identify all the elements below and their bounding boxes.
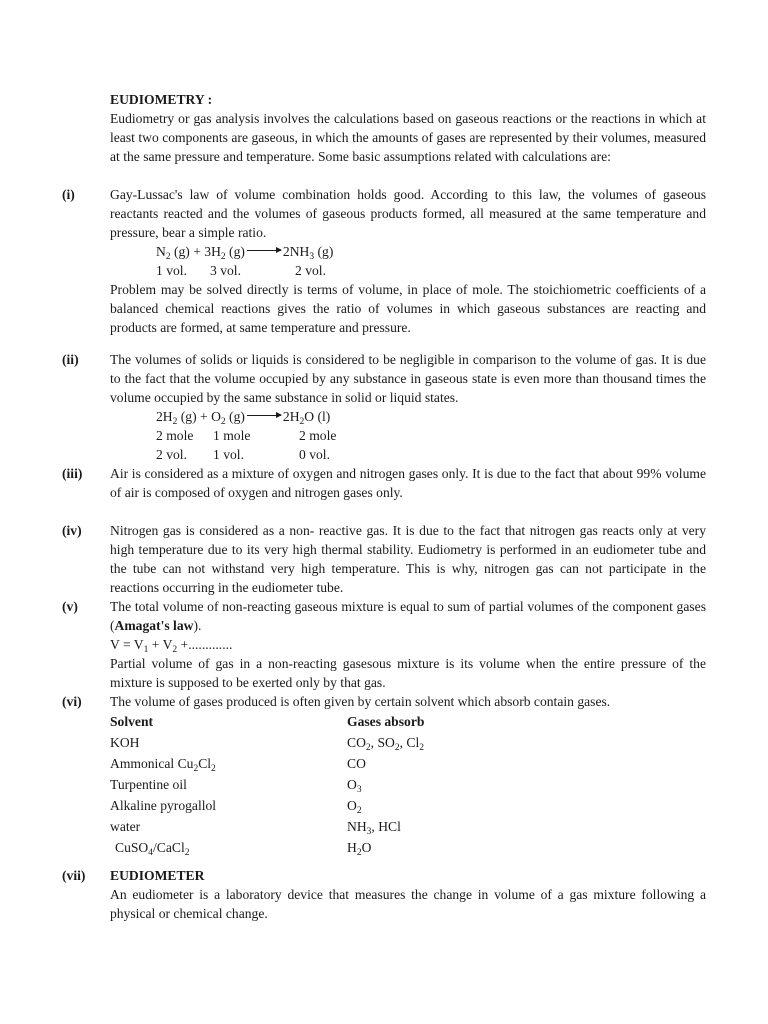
item-body — [110, 185, 706, 337]
mole-ratio-row: 2 mole 1 mole 2 mole — [156, 428, 337, 443]
item-number: (v) — [62, 599, 78, 614]
item-text: An eudiometer is a laboratory device that measures the change in volume of a gas mixture following a physical or chemical change. — [110, 887, 706, 921]
item-text: Nitrogen gas is considered as a non- reactive gas. It is due to the fact that nitrogen gas reacts only at very high temperature due to its very high thermal stability. Eudiometry is performed in an eudiometer tube and the tube can not withstand very high temperature. This is why, nitrogen gas can not participate in the reactions occurring in the eudiometer tube. — [110, 523, 706, 595]
item-body — [110, 464, 706, 502]
section-heading: EUDIOMETRY : — [110, 92, 213, 107]
reaction-arrow-icon — [247, 415, 281, 417]
item-number: (ii) — [62, 352, 79, 367]
column-header-gases: Gases absorb — [347, 714, 425, 729]
item-text: The total volume of non-reacting gaseous mixture is equal to sum of partial volumes of the component gases (Amagat's law). — [110, 599, 706, 633]
law-name: Amagat's law — [114, 618, 194, 633]
column-header-solvent: Solvent — [110, 714, 154, 729]
item-number: (iv) — [62, 523, 82, 538]
chemical-equation: $2H_2$ $(g) + O_2$ (g) $2H_2O$ (l) — [156, 409, 331, 427]
table-row: KOH $CO_2$, $SO_2$, $Cl_2$ — [110, 735, 424, 753]
subsection-title: EUDIOMETER — [110, 868, 205, 883]
chemical-equation: $N_2$ $(g) + 3H_2$ (g) $2NH_3$ (g) — [156, 244, 334, 262]
intro-paragraph: Eudiometry or gas analysis involves the calculations based on gaseous reactions or the reactions in which at least two components are gaseous, in which the amounts of gases are represented by their volumes, measured at the same pressure and temperature. Some basic assumptions related with calculations are: — [110, 111, 706, 164]
item-text: Gay-Lussac's law of volume combination holds good. According to this law, the volumes of gaseous reactants reacted and the volumes of gaseous products formed, all measured at the same temperature and pressure, bear a simple ratio. — [110, 187, 706, 240]
solvent-table — [110, 712, 510, 859]
item-text-continued: Problem may be solved directly is terms of volume, in place of mole. The stoichiometric coefficients of a balanced chemical reactions gives the ratio of volumes in which gaseous substances are reacting and products are formed, at same temperature and pressure. — [110, 282, 706, 335]
volume-sum-equation: $V = V_1 + V_2$ +............. — [110, 637, 233, 655]
item-text: The volume of gases produced is often given by certain solvent which absorb contain gases. — [110, 694, 611, 709]
table-row: Alkaline pyrogallol $O_2$ — [110, 798, 362, 816]
table-row: CuSO$_4$/CaCl$_2$ $H_2O$ — [115, 840, 372, 858]
volume-ratio-row: 1 vol. 3 vol. 2 vol. — [156, 263, 326, 278]
item-body — [110, 521, 706, 597]
item-text: Air is considered as a mixture of oxygen and nitrogen gases only. It is due to the fact that about 99% volume of air is composed of oxygen and nitrogen gases only. — [110, 466, 706, 500]
reaction-arrow-icon — [247, 250, 281, 252]
item-body — [110, 597, 706, 692]
item-text-continued: Partial volume of gas in a non-reacting gasesous mixture is its volume when the entire pressure of the mixture is supposed to be exerted only by that gas. — [110, 656, 706, 690]
item-body — [110, 692, 706, 711]
item-number: (iii) — [62, 466, 83, 481]
table-header-row — [110, 712, 510, 733]
item-text: The volumes of solids or liquids is considered to be negligible in comparison to the volume of gas. It is due to the fact that the volume occupied by any substance in gaseous state is even more than thousand times the volume occupied by the same substance in solid or liquid states. — [110, 352, 706, 405]
table-row: Ammonical $Cu_2Cl_2$ CO — [110, 756, 366, 774]
item-body — [110, 350, 706, 464]
volume-ratio-row: 2 vol. 1 vol. 0 vol. — [156, 447, 330, 462]
table-row: Turpentine oil $O_3$ — [110, 777, 362, 795]
table-row: water $NH_3$, HCl — [110, 819, 401, 837]
item-number: (vi) — [62, 694, 82, 709]
item-number: (vii) — [62, 868, 86, 883]
item-number: (i) — [62, 187, 75, 202]
item-body — [110, 866, 706, 923]
